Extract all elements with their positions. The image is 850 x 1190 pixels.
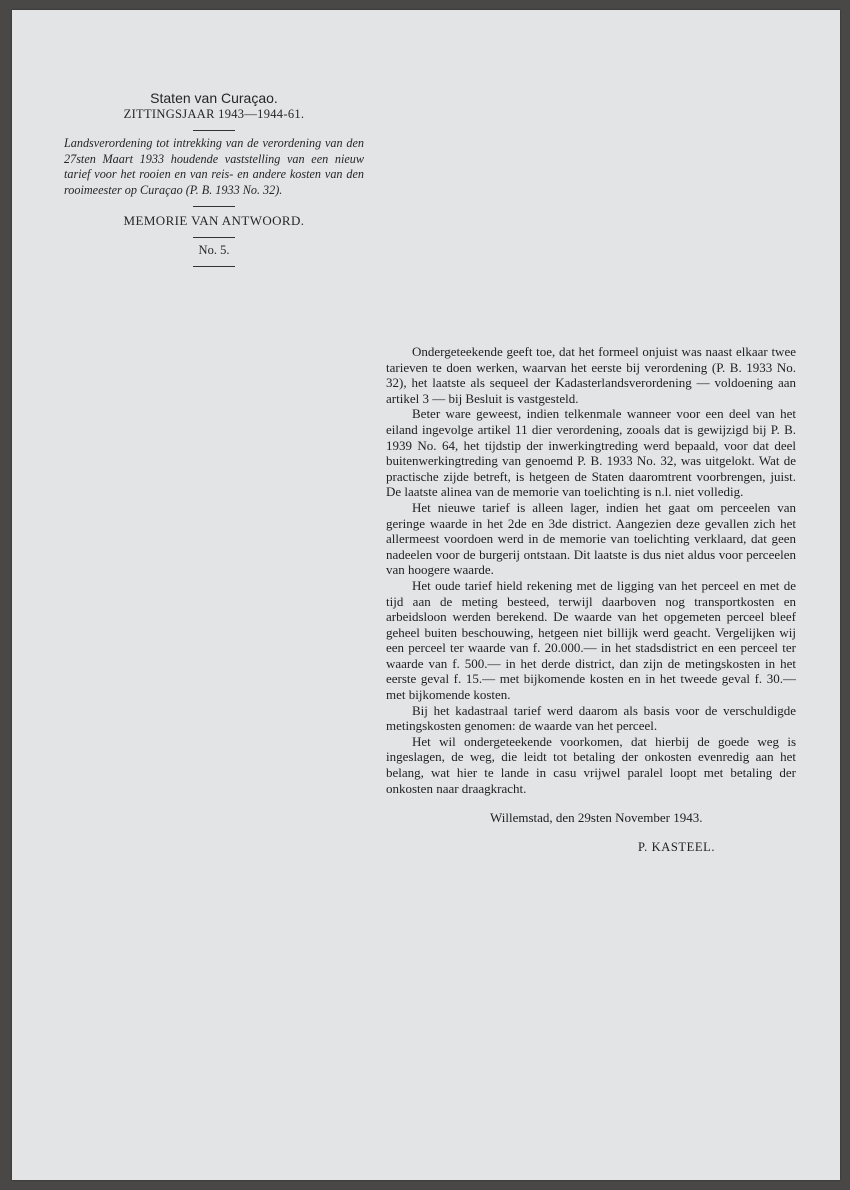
body-paragraph: Het wil ondergeteekende voorkomen, dat hierbij de goede weg is ingeslagen, de weg, die leidt tot betaling der onkosten evenredig aan het belang, wat hier te lande in casu vrijwel paralel loopt met betaling der onkosten naar draagkracht. xyxy=(386,733,796,796)
body-paragraph: Het oude tarief hield rekening met de ligging van het perceel en met de tijd aan de meting besteed, terwijl daarboven nog transportkosten en arbeidsloon werden berekend. De waarde van het opgemeten perceel bleef geheel buiten beschouwing, hetgeen niet billijk werd geacht. Vergelijken wij een perceel ter waarde van f. 20.000.— in het stadsdistrict en een perceel ter waarde van f. 500.— in het derde district, dan zijn de metingskosten in het eerste geval f. 15.— met bijkomende kosten en in het tweede geval f. 30.— met bijkomende kosten. xyxy=(386,577,796,703)
document-type: MEMORIE VAN ANTWOORD. xyxy=(123,213,305,229)
signatory: P. KASTEEL. xyxy=(638,839,716,854)
session-year: ZITTINGSJAAR 1943—1944-61. xyxy=(123,107,305,121)
body-paragraph: Ondergeteekende geeft toe, dat het formeel onjuist was naast elkaar twee tarieven te doen werken, waarvan het eerste bij verordening (P. B. 1933 No. 32), het laatste als sequeel der Kadasterlandsverordening — voldoening aan artikel 3 — bij Besluit is vastgesteld. xyxy=(386,344,796,406)
document-number: No. 5. xyxy=(198,243,230,258)
place-date: Willemstad, den 29sten November 1943. xyxy=(490,810,703,826)
divider xyxy=(193,266,235,267)
body-paragraph: Beter ware geweest, indien telkenmale wanneer voor een deel van het eiland ingevolge artikel 11 dier verordening, zooals dat is gewijzigd bij P. B. 1939 No. 64, het tijdstip der inwerkingtreding werd bepaald, voor dat deel buitenwerkingtreding van genoemd P. B. 1933 No. 32, was uitgelokt. Wat de practische zijde betreft, is hetgeen de Staten daaromtrent voorbrengen, juist. De laatste alinea van de memorie van toelichting is n.l. niet volledig. xyxy=(386,406,796,500)
document-page xyxy=(12,10,840,1180)
divider xyxy=(193,237,235,238)
divider xyxy=(193,206,235,207)
document-body xyxy=(386,344,796,855)
organization-name: Staten van Curaçao. xyxy=(150,90,278,106)
body-paragraph: Het nieuwe tarief is alleen lager, indien het gaat om perceelen van geringe waarde in het 2de en 3de district. Aangezien deze gevallen zich het allermeest voordoen werd in de memorie van toelichting verklaard, dat geen nadeelen voor de burgerij ontstaan. Dit laatste is dus niet aldus voor perceelen van hoogere waarde. xyxy=(386,499,796,578)
closing-block xyxy=(386,810,796,855)
body-paragraph: Bij het kadastraal tarief werd daarom als basis voor de verschuldigde metingskosten genomen: de waarde van het perceel. xyxy=(386,702,796,734)
divider xyxy=(193,130,235,131)
subject-description: Landsverordening tot intrekking van de verordening van den 27sten Maart 1933 houdende vaststelling van een nieuw tarief voor het rooien en van reis- en andere kosten van den rooimeester op Curaçao (P. B. 1933 No. 32). xyxy=(64,136,364,197)
document-header xyxy=(64,90,364,272)
